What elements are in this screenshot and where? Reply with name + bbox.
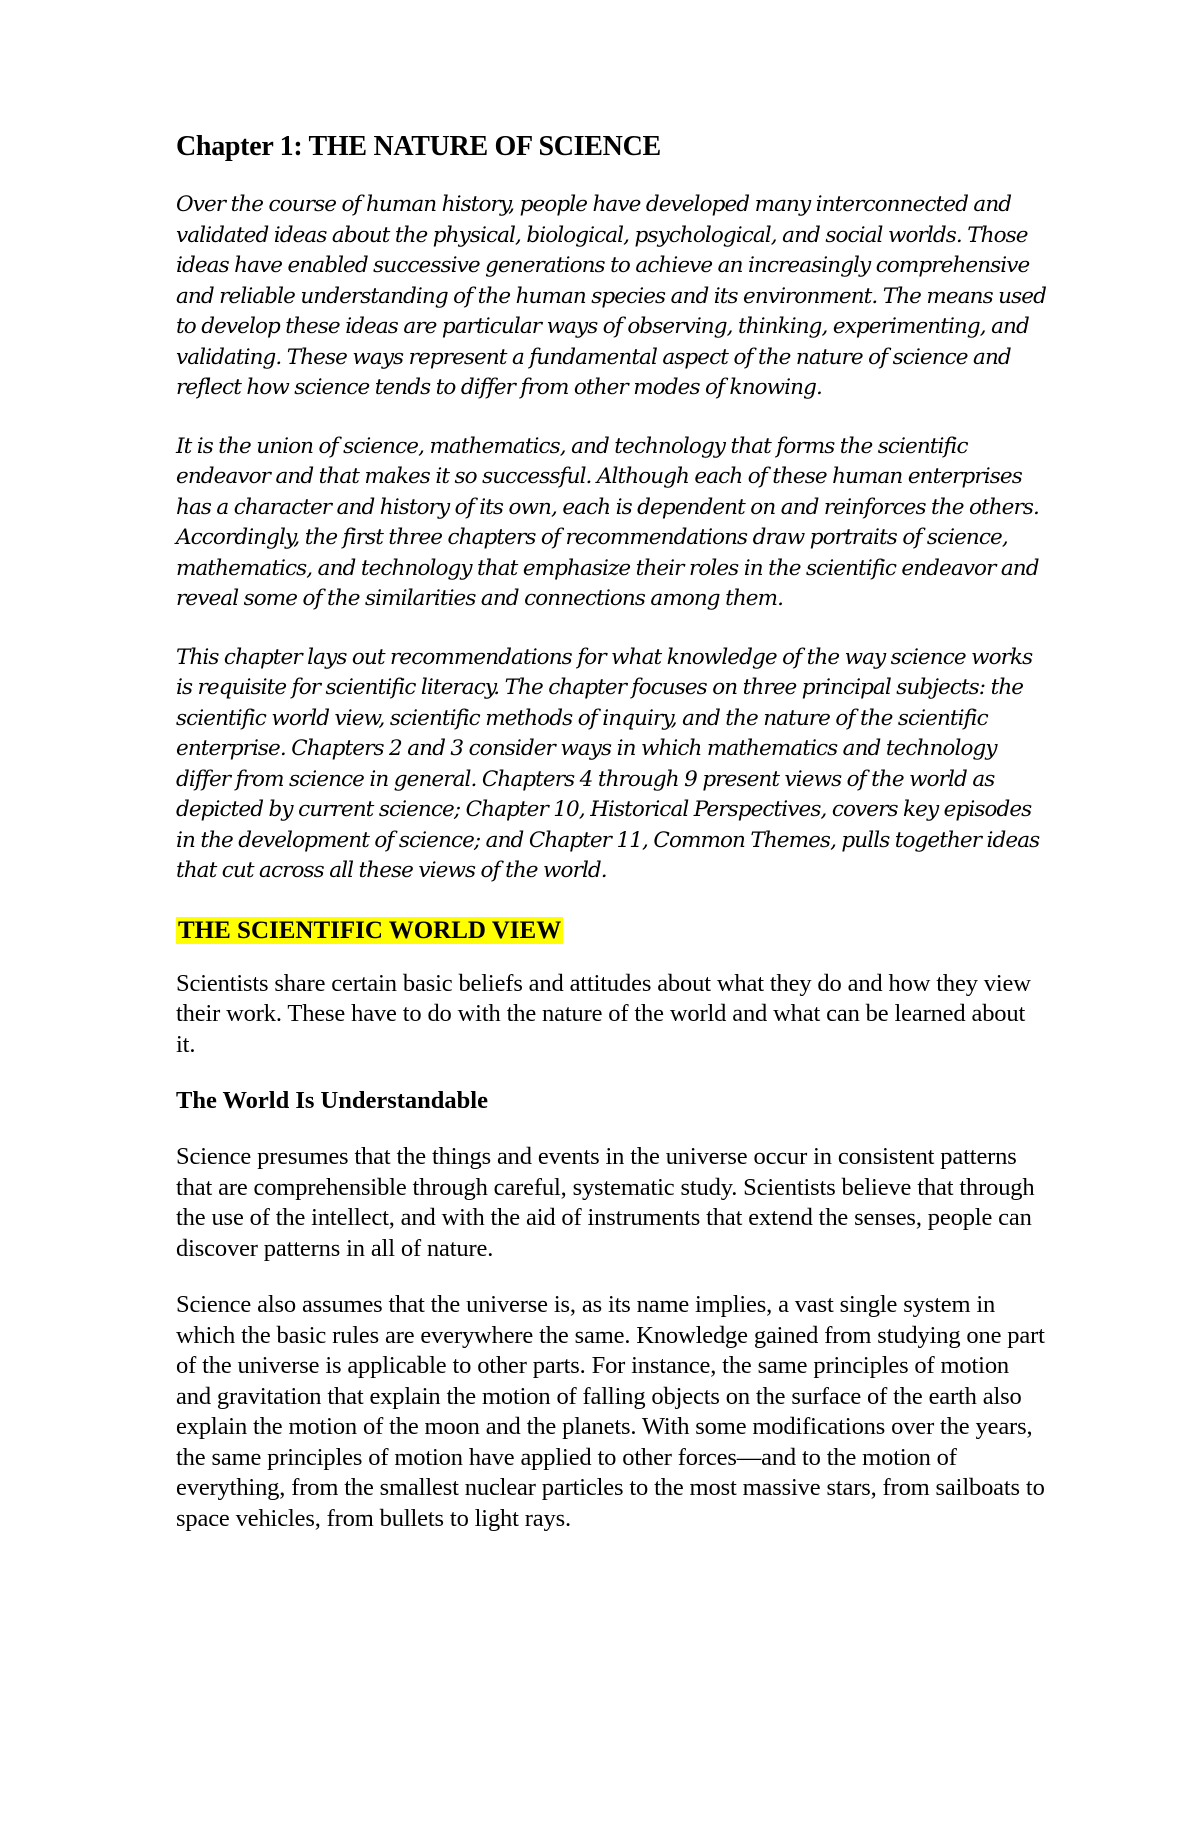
intro-paragraph: Over the course of human history, people have developed many interconnected and validated ideas about the physical, biological, psychological, and social worlds. Those ideas have enabled successive generations to achieve an increasingly comprehensive and reliable understanding of the human species and its environment. The means used to develop these ideas are particular ways of observing, thinking, experimenting, and validating. These ways represent a fundamental aspect of the nature of science and reflect how science tends to differ from other modes of knowing. bbox=[176, 192, 1046, 400]
section-body bbox=[176, 969, 1046, 1535]
section-heading bbox=[176, 915, 1046, 947]
body-paragraph: Science presumes that the things and events in the universe occur in consistent patterns that are comprehensible through careful, systematic study. Scientists believe that through the use of the intellect, and with the aid of instruments that extend the senses, people can discover patterns in all of nature. bbox=[176, 1143, 1035, 1262]
subsection-heading: The World Is Understandable bbox=[176, 1087, 488, 1114]
section-intro-paragraph: Scientists share certain basic beliefs and attitudes about what they do and how they view their work. These have to do with the nature of the world and what can be learned about it. bbox=[176, 969, 1031, 1058]
chapter-title: Chapter 1: THE NATURE OF SCIENCE bbox=[176, 131, 661, 162]
intro-paragraph: It is the union of science, mathematics, and technology that forms the scientific endeavor and that makes it so successful. Although each of these human enterprises has a character and history of its own, each is dependent on and reinforces the others. Accordingly, the first three chapters of recommendations draw portraits of science, mathematics, and technology that emphasize their roles in the scientific endeavor and reveal some of the similarities and connections among them. bbox=[176, 433, 1039, 611]
document-page bbox=[176, 130, 1046, 1560]
body-paragraph: Science also assumes that the universe is, as its name implies, a vast single system in which the basic rules are everywhere the same. Knowledge gained from studying one part of the universe is applicable to other parts. For instance, the same principles of motion and gravitation that explain the motion of falling objects on the surface of the earth also explain the motion of the moon and the planets. With some modifications over the years, the same principles of motion have applied to other forces—and to the motion of everything, from the smallest nuclear particles to the most massive stars, from sailboats to space vehicles, from bullets to light rays. bbox=[176, 1291, 1045, 1532]
highlighted-heading-text: THE SCIENTIFIC WORLD VIEW bbox=[178, 916, 562, 944]
chapter-introduction bbox=[176, 190, 1046, 887]
intro-paragraph: This chapter lays out recommendations for what knowledge of the way science works is requisite for scientific literacy. The chapter focuses on three principal subjects: the scientific world view, scientific methods of inquiry, and the nature of the scientific enterprise. Chapters 2 and 3 consider ways in which mathematics and technology differ from science in general. Chapters 4 through 9 present views of the world as depicted by current science; Chapter 10, Historical Perspectives, covers key episodes in the development of science; and Chapter 11, Common Themes, pulls together ideas that cut across all these views of the world. bbox=[176, 644, 1040, 883]
